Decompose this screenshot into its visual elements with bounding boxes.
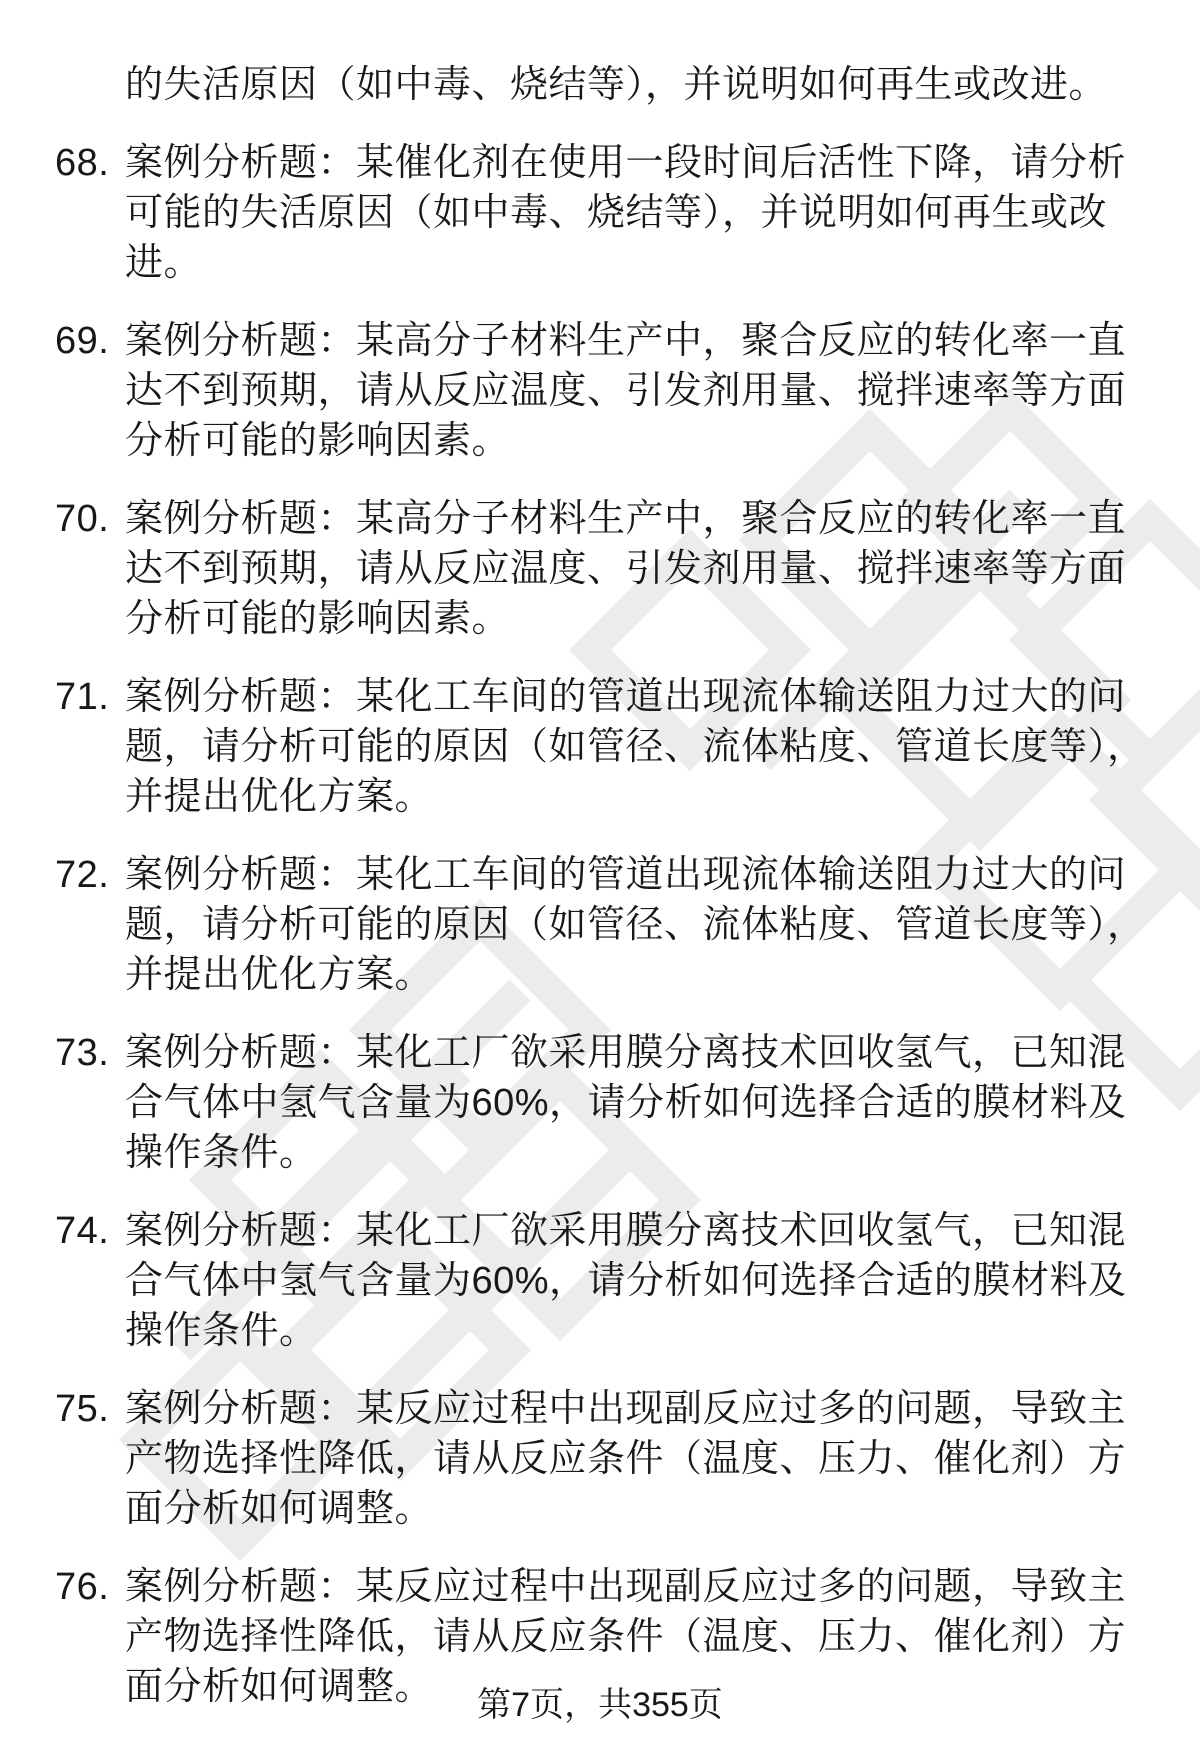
question-text: 案例分析题：某化工车间的管道出现流体输送阻力过大的问题，请分析可能的原因（如管径、流体粘度、管道长度等），并提出优化方案。 [125, 676, 1146, 818]
question-item-70 [55, 494, 1150, 644]
question-number: 71. [55, 676, 110, 718]
question-number: 76. [55, 1566, 110, 1608]
question-text: 案例分析题：某催化剂在使用一段时间后活性下降，请分析可能的失活原因（如中毒、烧结等），并说明如何再生或改进。 [125, 142, 1127, 284]
page-footer: 第7页，共355页 [477, 1686, 723, 1724]
question-item-69 [55, 316, 1150, 466]
question-number: 75. [55, 1388, 110, 1430]
question-item-68 [55, 138, 1150, 288]
question-text: 案例分析题：某高分子材料生产中，聚合反应的转化率一直达不到预期，请从反应温度、引发剂用量、搅拌速率等方面分析可能的影响因素。 [125, 320, 1127, 462]
question-number: 73. [55, 1032, 110, 1074]
question-number: 72. [55, 854, 110, 896]
question-67-continuation-text: 的失活原因（如中毒、烧结等），并说明如何再生或改进。 [125, 64, 1108, 106]
question-number: 68. [55, 142, 110, 184]
question-list [55, 60, 1150, 1712]
question-text: 案例分析题：某化工厂欲采用膜分离技术回收氢气，已知混合气体中氢气含量为60%，请分析如何选择合适的膜材料及操作条件。 [125, 1210, 1127, 1352]
question-number: 69. [55, 320, 110, 362]
question-item-73 [55, 1028, 1150, 1178]
question-item-75 [55, 1384, 1150, 1534]
question-text: 案例分析题：某反应过程中出现副反应过多的问题，导致主产物选择性降低，请从反应条件（温度、压力、催化剂）方面分析如何调整。 [125, 1388, 1127, 1530]
question-text: 案例分析题：某高分子材料生产中，聚合反应的转化率一直达不到预期，请从反应温度、引发剂用量、搅拌速率等方面分析可能的影响因素。 [125, 498, 1127, 640]
question-item-72 [55, 850, 1150, 1000]
question-text: 案例分析题：某反应过程中出现副反应过多的问题，导致主产物选择性降低，请从反应条件（温度、压力、催化剂）方面分析如何调整。 [125, 1566, 1127, 1708]
question-number: 70. [55, 498, 110, 540]
question-text: 案例分析题：某化工车间的管道出现流体输送阻力过大的问题，请分析可能的原因（如管径、流体粘度、管道长度等），并提出优化方案。 [125, 854, 1146, 996]
question-item-71 [55, 672, 1150, 822]
question-item-74 [55, 1206, 1150, 1356]
question-text: 案例分析题：某化工厂欲采用膜分离技术回收氢气，已知混合气体中氢气含量为60%，请分析如何选择合适的膜材料及操作条件。 [125, 1032, 1127, 1174]
question-number: 74. [55, 1210, 110, 1252]
